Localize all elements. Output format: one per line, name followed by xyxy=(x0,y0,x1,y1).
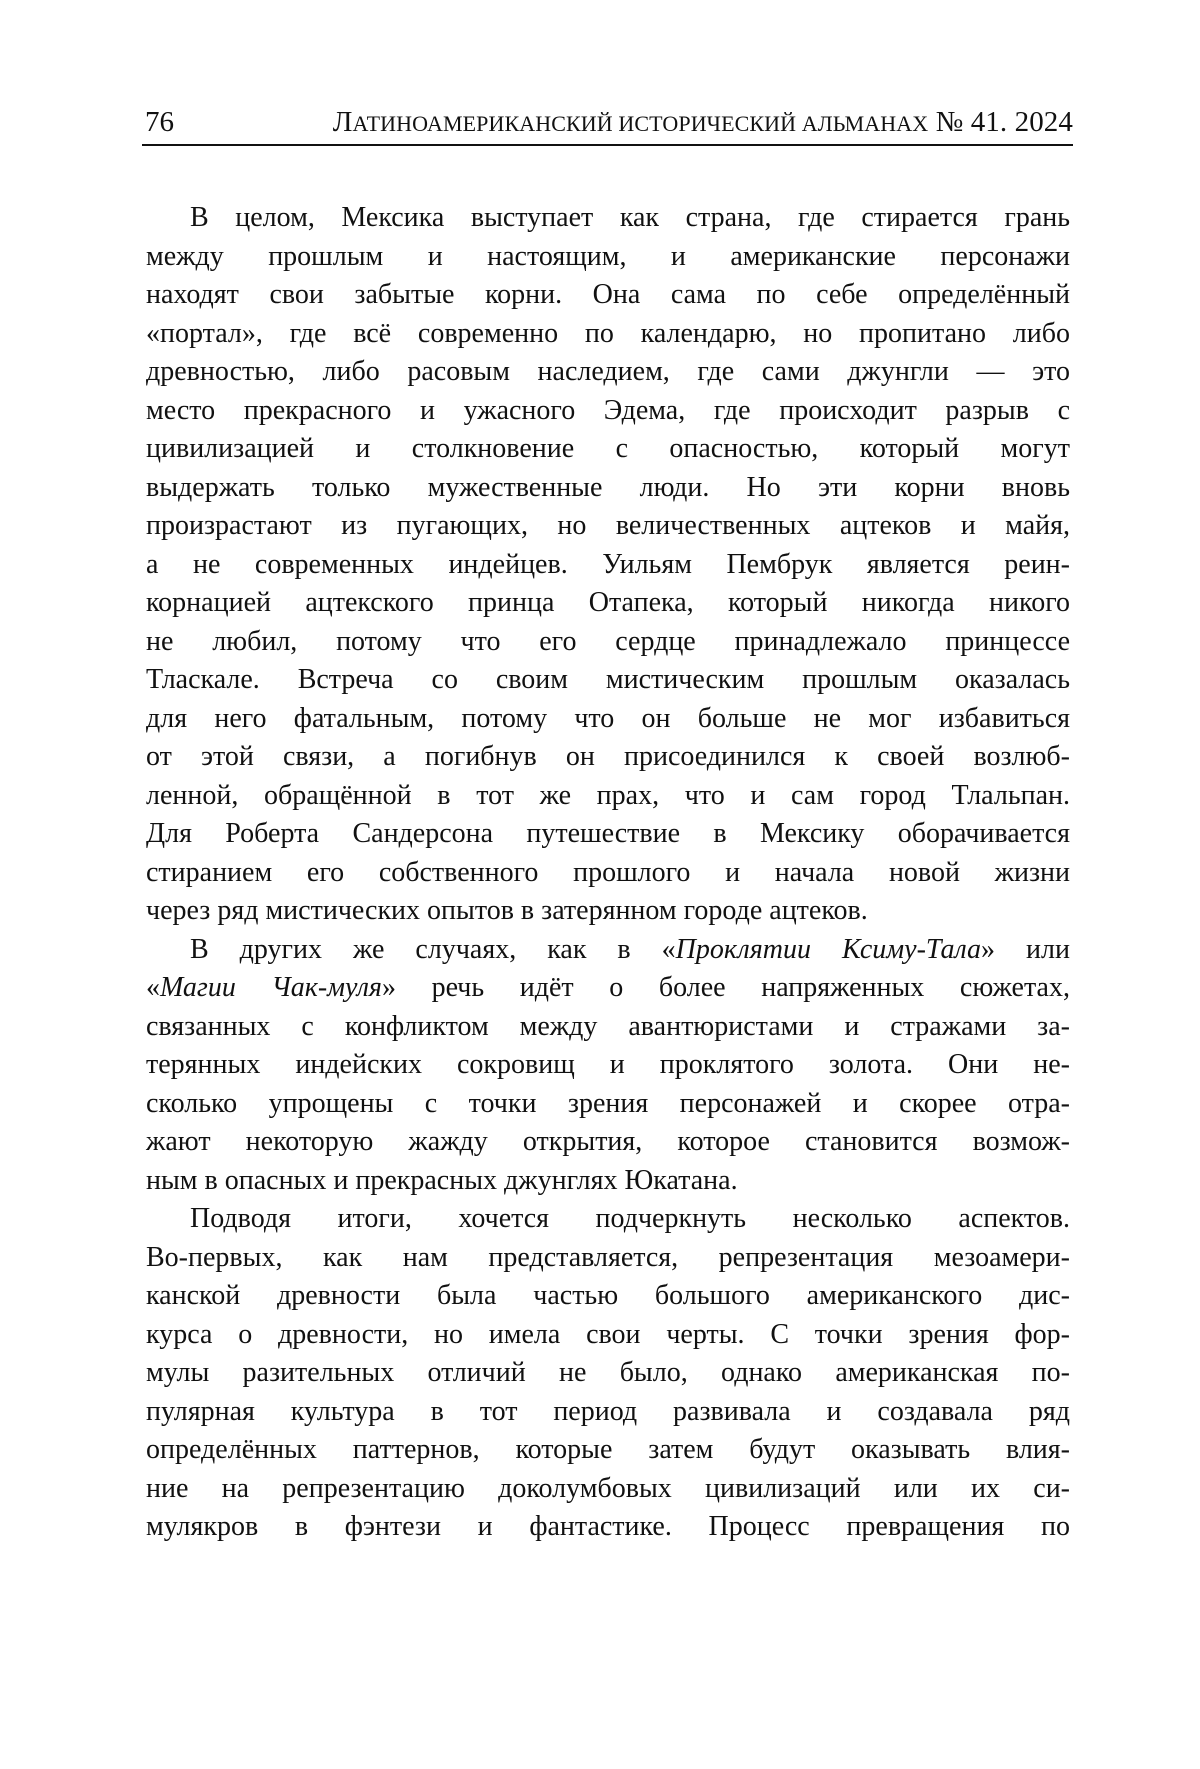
text-line: древностью, либо расовым наследием, где сами джунгли — это xyxy=(146,356,1070,387)
text-line: Подводя итоги, хочется подчеркнуть несколько аспектов. xyxy=(190,1203,1070,1234)
text-line xyxy=(146,931,1070,970)
issue-number: № 41. 2024 xyxy=(935,106,1073,138)
text-line: мулякров в фэнтези и фантастике. Процесс превращения по xyxy=(146,1511,1070,1542)
text-line: терянных индейских сокровищ и проклятого золота. Они не- xyxy=(146,1049,1070,1080)
running-title xyxy=(333,104,1073,142)
text-line: В целом, Мексика выступает как страна, где стирается грань xyxy=(190,202,1070,233)
text-line: определённых паттернов, которые затем будут оказывать влия- xyxy=(146,1434,1070,1465)
text-line: место прекрасного и ужасного Эдема, где происходит разрыв с xyxy=(146,394,1070,426)
text-line: произрастают из пугающих, но величественных ацтеков и майя, xyxy=(146,510,1070,541)
text-line: от этой связи, а погибнув он присоединился к своей возлюб- xyxy=(146,741,1070,772)
text-line: ние на репрезентацию доколумбовых цивилизаций или их си- xyxy=(146,1472,1070,1504)
work-title-chac-mool: Магии Чак-муля xyxy=(160,972,382,1003)
text-line: Для Роберта Сандерсона путешествие в Мексику оборачивается xyxy=(146,818,1070,849)
paragraph-2 xyxy=(146,931,1070,1201)
text-line: пулярная культура в тот период развивала и создавала ряд xyxy=(146,1395,1070,1427)
text-line: а не современных индейцев. Уильям Пембрук является реин- xyxy=(146,548,1070,580)
text-segment: » речь идёт о более напряженных сюжетах, xyxy=(381,972,1070,1003)
running-title-initial: Л xyxy=(332,106,353,138)
text-segment: В других же случаях, как в « xyxy=(190,933,676,965)
text-line: выдержать только мужественные люди. Но эти корни вновь xyxy=(146,471,1070,503)
text-line: Тласкале. Встреча со своим мистическим прошлым оказалась xyxy=(146,664,1070,695)
running-title-smallcaps: АТИНОАМЕРИКАНСКИЙ ИСТОРИЧЕСКИЙ АЛЬМАНАХ xyxy=(352,111,929,136)
text-line: жают некоторую жажду открытия, которое становится возмож- xyxy=(146,1126,1070,1157)
text-line: связанных с конфликтом между авантюристами и стражами за- xyxy=(146,1010,1070,1042)
text-line: канской древности была частью большого американского дис- xyxy=(146,1280,1070,1311)
text-line: ленной, обращённой в тот же прах, что и сам город Тлальпан. xyxy=(146,779,1070,811)
text-line: цивилизацией и столкновение с опасностью, который могут xyxy=(146,433,1070,464)
text-line: через ряд мистических опытов в затерянном городе ацтеков. xyxy=(146,895,868,926)
text-line: находят свои забытые корни. Она сама по себе определённый xyxy=(146,279,1070,310)
text-line: корнацией ацтекского принца Отапека, который никогда никого xyxy=(146,587,1070,618)
page-number: 76 xyxy=(145,106,174,138)
text-line: для него фатальным, потому что он больше не мог избавиться xyxy=(146,702,1070,734)
paragraph-3 xyxy=(146,1200,1070,1547)
text-segment: » или xyxy=(981,933,1070,965)
paragraph-1 xyxy=(146,199,1070,931)
text-line: «портал», где всё современно по календарю, но пропитано либо xyxy=(146,317,1070,349)
running-header xyxy=(142,104,1073,146)
text-line: стиранием его собственного прошлого и начала новой жизни xyxy=(146,856,1070,888)
text-line: сколько упрощены с точки зрения персонажей и скорее отра- xyxy=(146,1087,1070,1119)
work-title-xim-tal: Проклятии Ксиму-Тала xyxy=(675,933,982,965)
text-line: мулы разительных отличий не было, однако американская по- xyxy=(146,1357,1070,1388)
text-line xyxy=(146,969,1070,1008)
text-line: курса о древности, но имела свои черты. С точки зрения фор- xyxy=(146,1318,1070,1350)
text-line: не любил, потому что его сердце принадлежало принцессе xyxy=(146,625,1070,657)
text-segment: « xyxy=(146,972,160,1003)
article-body xyxy=(146,199,1070,1547)
text-line: ным в опасных и прекрасных джунглях Юкатана. xyxy=(146,1164,738,1196)
text-line: между прошлым и настоящим, и американские персонажи xyxy=(146,240,1070,272)
text-line: Во-первых, как нам представляется, репрезентация мезоамери- xyxy=(146,1241,1070,1273)
